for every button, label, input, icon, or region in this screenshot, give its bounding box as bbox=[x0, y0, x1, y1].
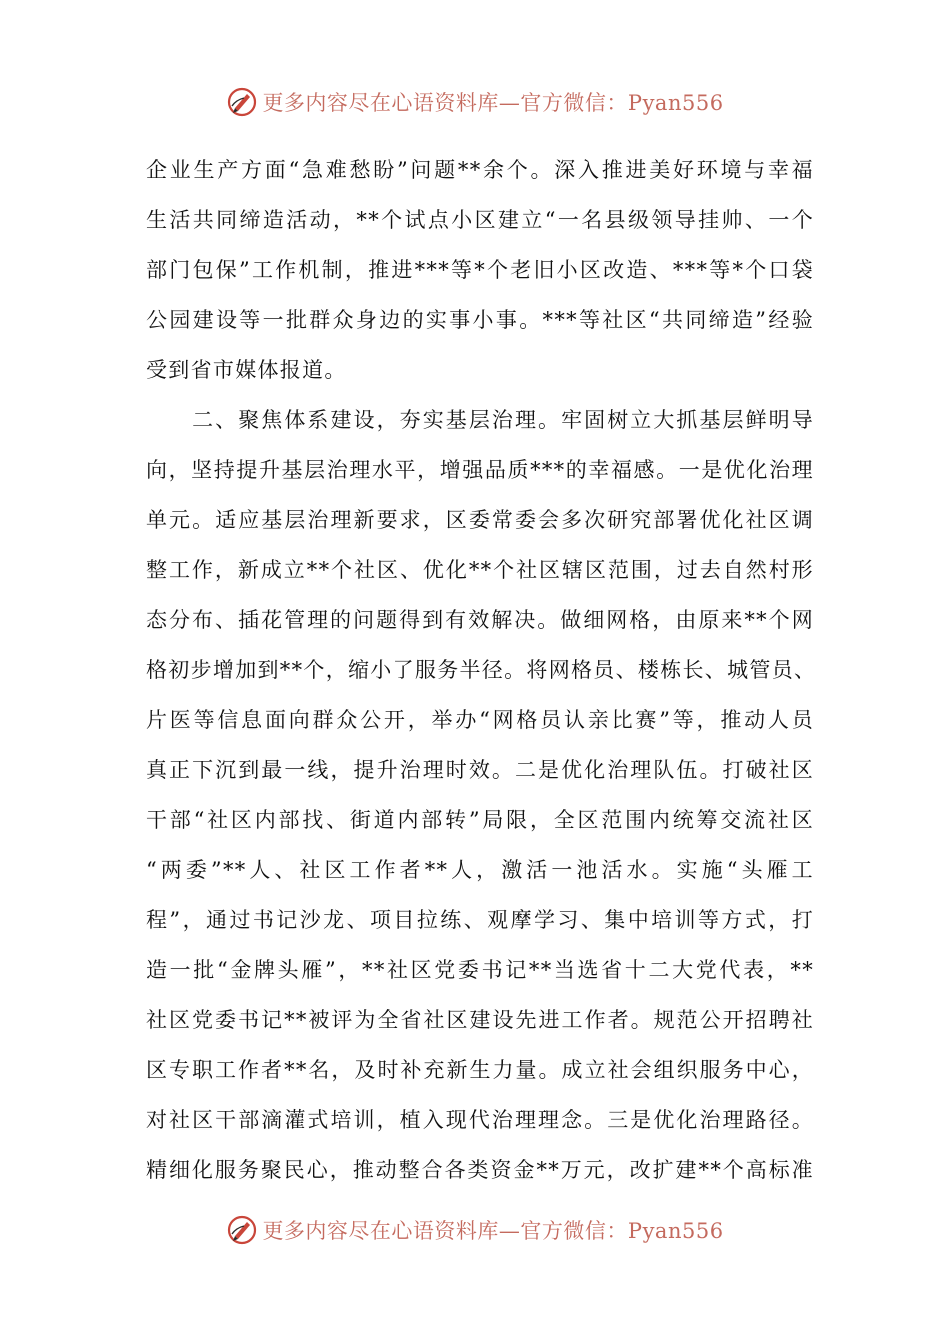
text-line: 态分布、插花管理的问题得到有效解决。做细网格，由原来**个网 bbox=[146, 608, 814, 632]
header-watermark bbox=[0, 80, 950, 124]
text-line: “两委”**人、社区工作者**人，激活一池活水。实施“头雁工 bbox=[146, 858, 814, 882]
text-line: 干部“社区内部找、街道内部转”局限，全区范围内统筹交流社区 bbox=[146, 808, 814, 832]
text-line: 单元。适应基层治理新要求，区委常委会多次研究部署优化社区调 bbox=[146, 508, 814, 532]
text-line: 程”，通过书记沙龙、项目拉练、观摩学习、集中培训等方式，打 bbox=[146, 908, 814, 932]
pen-logo-icon bbox=[226, 86, 258, 118]
text-line: 公园建设等一批群众身边的实事小事。***等社区“共同缔造”经验 bbox=[146, 308, 814, 332]
pen-logo-icon bbox=[226, 1214, 258, 1246]
text-line: 部门包保”工作机制，推进***等*个老旧小区改造、***等*个口袋 bbox=[146, 258, 814, 282]
text-line: 受到省市媒体报道。 bbox=[146, 358, 347, 382]
footer-watermark bbox=[0, 1208, 950, 1252]
watermark-text: 更多内容尽在心语资料库—官方微信：Pyan556 bbox=[262, 1219, 724, 1243]
text-line: 精细化服务聚民心，推动整合各类资金**万元，改扩建**个高标准 bbox=[146, 1158, 814, 1182]
text-line: 对社区干部滴灌式培训，植入现代治理理念。三是优化治理路径。 bbox=[146, 1108, 814, 1132]
text-line: 片医等信息面向群众公开，举办“网格员认亲比赛”等，推动人员 bbox=[146, 708, 814, 732]
text-line: 向，坚持提升基层治理水平，增强品质***的幸福感。一是优化治理 bbox=[146, 458, 814, 482]
document-body bbox=[146, 145, 817, 1195]
text-line: 社区党委书记**被评为全省社区建设先进工作者。规范公开招聘社 bbox=[146, 1008, 814, 1032]
watermark-text: 更多内容尽在心语资料库—官方微信：Pyan556 bbox=[262, 91, 724, 115]
text-line: 生活共同缔造活动，**个试点小区建立“一名县级领导挂帅、一个 bbox=[146, 208, 814, 232]
text-line: 格初步增加到**个，缩小了服务半径。将网格员、楼栋长、城管员、 bbox=[146, 658, 817, 682]
text-line: 区专职工作者**名，及时补充新生力量。成立社会组织服务中心， bbox=[146, 1058, 814, 1082]
text-line: 真正下沉到最一线，提升治理时效。二是优化治理队伍。打破社区 bbox=[146, 758, 814, 782]
text-line: 整工作，新成立**个社区、优化**个社区辖区范围，过去自然村形 bbox=[146, 558, 814, 582]
text-line: 企业生产方面“急难愁盼”问题**余个。深入推进美好环境与幸福 bbox=[146, 158, 814, 182]
text-line: 二、聚焦体系建设，夯实基层治理。牢固树立大抓基层鲜明导 bbox=[146, 408, 814, 432]
text-line: 造一批“金牌头雁”，**社区党委书记**当选省十二大党代表，** bbox=[146, 958, 814, 982]
